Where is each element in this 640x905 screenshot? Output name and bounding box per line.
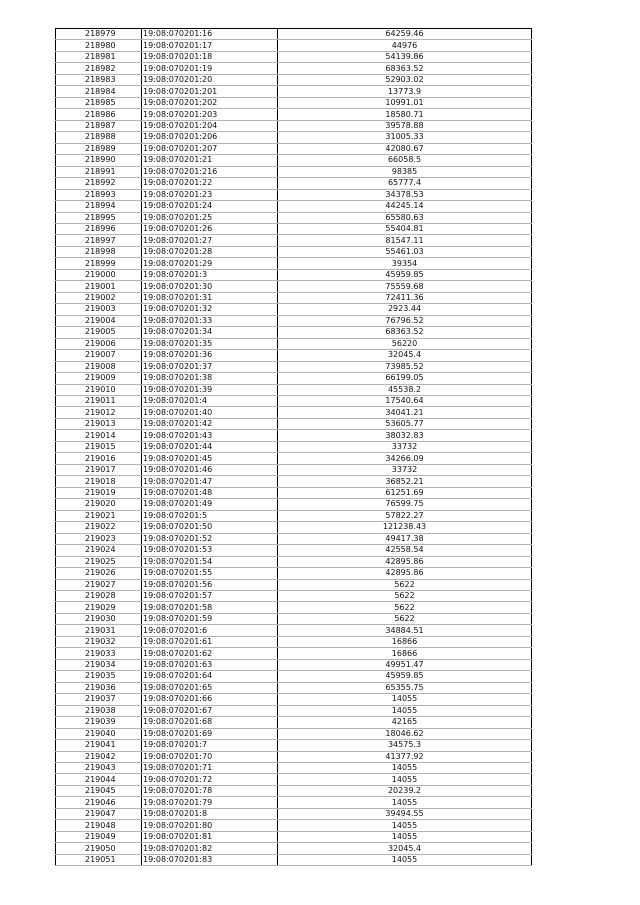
cadastral-number-cell: 19:08:070201:20	[142, 74, 278, 85]
row-id-cell: 219000	[56, 269, 142, 280]
cadastral-number-cell: 19:08:070201:55	[142, 568, 278, 579]
row-id-cell: 219051	[56, 854, 142, 865]
value-cell: 13773.9	[278, 86, 532, 97]
value-cell: 14055	[278, 797, 532, 808]
value-cell: 32045.4	[278, 350, 532, 361]
row-id-cell: 219006	[56, 338, 142, 349]
value-cell: 42165	[278, 717, 532, 728]
table-row	[56, 373, 532, 384]
cadastral-number-cell: 19:08:070201:57	[142, 590, 278, 601]
table-row	[56, 201, 532, 212]
cadastral-number-cell: 19:08:070201:43	[142, 430, 278, 441]
table-row	[56, 648, 532, 659]
row-id-cell: 219045	[56, 785, 142, 796]
cadastral-number-cell: 19:08:070201:28	[142, 246, 278, 257]
table-row	[56, 281, 532, 292]
value-cell: 14055	[278, 763, 532, 774]
row-id-cell: 218982	[56, 63, 142, 74]
cadastral-number-cell: 19:08:070201:201	[142, 86, 278, 97]
table-row	[56, 327, 532, 338]
value-cell: 75559.68	[278, 281, 532, 292]
cadastral-number-cell: 19:08:070201:72	[142, 774, 278, 785]
value-cell: 33732	[278, 464, 532, 475]
row-id-cell: 219041	[56, 740, 142, 751]
value-cell: 14055	[278, 705, 532, 716]
table-row	[56, 763, 532, 774]
value-cell: 34041.21	[278, 407, 532, 418]
value-cell: 5622	[278, 613, 532, 624]
cadastral-number-cell: 19:08:070201:23	[142, 189, 278, 200]
value-cell: 57822.27	[278, 510, 532, 521]
row-id-cell: 219023	[56, 533, 142, 544]
value-cell: 45538.2	[278, 384, 532, 395]
cadastral-number-cell: 19:08:070201:5	[142, 510, 278, 521]
cadastral-number-cell: 19:08:070201:52	[142, 533, 278, 544]
row-id-cell: 219046	[56, 797, 142, 808]
cadastral-number-cell: 19:08:070201:22	[142, 178, 278, 189]
value-cell: 42895.86	[278, 568, 532, 579]
table-row	[56, 120, 532, 131]
cadastral-number-cell: 19:08:070201:44	[142, 441, 278, 452]
value-cell: 39494.55	[278, 808, 532, 819]
cadastral-number-cell: 19:08:070201:50	[142, 522, 278, 533]
cadastral-number-cell: 19:08:070201:16	[142, 29, 278, 40]
table-row	[56, 97, 532, 108]
cadastral-number-cell: 19:08:070201:61	[142, 636, 278, 647]
row-id-cell: 219034	[56, 659, 142, 670]
row-id-cell: 219037	[56, 694, 142, 705]
value-cell: 18046.62	[278, 728, 532, 739]
value-cell: 14055	[278, 820, 532, 831]
row-id-cell: 218991	[56, 166, 142, 177]
value-cell: 44245.14	[278, 201, 532, 212]
table-row	[56, 166, 532, 177]
value-cell: 65580.63	[278, 212, 532, 223]
table-row	[56, 246, 532, 257]
cadastral-number-cell: 19:08:070201:46	[142, 464, 278, 475]
table-row	[56, 682, 532, 693]
row-id-cell: 219022	[56, 522, 142, 533]
cadastral-number-cell: 19:08:070201:65	[142, 682, 278, 693]
cadastral-number-cell: 19:08:070201:3	[142, 269, 278, 280]
cadastral-number-cell: 19:08:070201:79	[142, 797, 278, 808]
value-cell: 16866	[278, 648, 532, 659]
value-cell: 64259.46	[278, 29, 532, 40]
value-cell: 53605.77	[278, 418, 532, 429]
row-id-cell: 219002	[56, 292, 142, 303]
value-cell: 65777.4	[278, 178, 532, 189]
value-cell: 34266.09	[278, 453, 532, 464]
table-row	[56, 453, 532, 464]
row-id-cell: 218997	[56, 235, 142, 246]
row-id-cell: 218993	[56, 189, 142, 200]
value-cell: 5622	[278, 602, 532, 613]
table-row	[56, 522, 532, 533]
row-id-cell: 218983	[56, 74, 142, 85]
row-id-cell: 219004	[56, 315, 142, 326]
value-cell: 39578.88	[278, 120, 532, 131]
value-cell: 14055	[278, 831, 532, 842]
row-id-cell: 218996	[56, 223, 142, 234]
cadastral-number-cell: 19:08:070201:27	[142, 235, 278, 246]
row-id-cell: 218984	[56, 86, 142, 97]
table-row	[56, 350, 532, 361]
row-id-cell: 218985	[56, 97, 142, 108]
row-id-cell: 219032	[56, 636, 142, 647]
cadastral-number-cell: 19:08:070201:8	[142, 808, 278, 819]
value-cell: 45959.85	[278, 671, 532, 682]
cadastral-number-cell: 19:08:070201:25	[142, 212, 278, 223]
value-cell: 20239.2	[278, 785, 532, 796]
cadastral-number-cell: 19:08:070201:83	[142, 854, 278, 865]
table-row	[56, 740, 532, 751]
value-cell: 81547.11	[278, 235, 532, 246]
table-row	[56, 212, 532, 223]
row-id-cell: 219014	[56, 430, 142, 441]
value-cell: 14055	[278, 774, 532, 785]
cadastral-number-cell: 19:08:070201:21	[142, 155, 278, 166]
cadastral-number-cell: 19:08:070201:45	[142, 453, 278, 464]
table-row	[56, 51, 532, 62]
row-id-cell: 219008	[56, 361, 142, 372]
row-id-cell: 218989	[56, 143, 142, 154]
table-body	[56, 29, 532, 866]
table-row	[56, 545, 532, 556]
row-id-cell: 219042	[56, 751, 142, 762]
row-id-cell: 219040	[56, 728, 142, 739]
value-cell: 121238.43	[278, 522, 532, 533]
row-id-cell: 219018	[56, 476, 142, 487]
value-cell: 73985.52	[278, 361, 532, 372]
cadastral-number-cell: 19:08:070201:48	[142, 487, 278, 498]
table-row	[56, 510, 532, 521]
row-id-cell: 219030	[56, 613, 142, 624]
value-cell: 66199.05	[278, 373, 532, 384]
table-row	[56, 396, 532, 407]
value-cell: 42558.54	[278, 545, 532, 556]
value-cell: 41377.92	[278, 751, 532, 762]
cadastral-number-cell: 19:08:070201:58	[142, 602, 278, 613]
table-row	[56, 189, 532, 200]
table-row	[56, 223, 532, 234]
value-cell: 55461.03	[278, 246, 532, 257]
table-row	[56, 361, 532, 372]
value-cell: 36852.21	[278, 476, 532, 487]
cadastral-number-cell: 19:08:070201:19	[142, 63, 278, 74]
value-cell: 44976	[278, 40, 532, 51]
cadastral-number-cell: 19:08:070201:62	[142, 648, 278, 659]
row-id-cell: 219036	[56, 682, 142, 693]
value-cell: 31005.33	[278, 132, 532, 143]
cadastral-number-cell: 19:08:070201:40	[142, 407, 278, 418]
table-row	[56, 86, 532, 97]
row-id-cell: 218994	[56, 201, 142, 212]
table-row	[56, 625, 532, 636]
table-row	[56, 705, 532, 716]
cadastral-number-cell: 19:08:070201:47	[142, 476, 278, 487]
table-row	[56, 590, 532, 601]
value-cell: 16866	[278, 636, 532, 647]
row-id-cell: 218995	[56, 212, 142, 223]
table-row	[56, 40, 532, 51]
cadastral-number-cell: 19:08:070201:67	[142, 705, 278, 716]
row-id-cell: 219025	[56, 556, 142, 567]
cadastral-number-cell: 19:08:070201:37	[142, 361, 278, 372]
cadastral-number-cell: 19:08:070201:33	[142, 315, 278, 326]
row-id-cell: 219016	[56, 453, 142, 464]
row-id-cell: 219017	[56, 464, 142, 475]
cadastral-number-cell: 19:08:070201:64	[142, 671, 278, 682]
table-row	[56, 258, 532, 269]
row-id-cell: 219031	[56, 625, 142, 636]
row-id-cell: 219009	[56, 373, 142, 384]
table-row	[56, 556, 532, 567]
cadastral-number-cell: 19:08:070201:63	[142, 659, 278, 670]
row-id-cell: 219048	[56, 820, 142, 831]
cadastral-number-cell: 19:08:070201:216	[142, 166, 278, 177]
value-cell: 2923.44	[278, 304, 532, 315]
row-id-cell: 219044	[56, 774, 142, 785]
value-cell: 45959.85	[278, 269, 532, 280]
cadastral-number-cell: 19:08:070201:35	[142, 338, 278, 349]
value-cell: 42080.67	[278, 143, 532, 154]
value-cell: 10991.01	[278, 97, 532, 108]
row-id-cell: 219028	[56, 590, 142, 601]
table-row	[56, 659, 532, 670]
value-cell: 38032.83	[278, 430, 532, 441]
cadastral-number-cell: 19:08:070201:207	[142, 143, 278, 154]
value-cell: 14055	[278, 694, 532, 705]
table-row	[56, 820, 532, 831]
cadastral-number-cell: 19:08:070201:31	[142, 292, 278, 303]
row-id-cell: 219019	[56, 487, 142, 498]
row-id-cell: 219050	[56, 843, 142, 854]
row-id-cell: 219033	[56, 648, 142, 659]
row-id-cell: 219043	[56, 763, 142, 774]
table-row	[56, 499, 532, 510]
cadastral-number-cell: 19:08:070201:42	[142, 418, 278, 429]
value-cell: 54139.86	[278, 51, 532, 62]
table-row	[56, 636, 532, 647]
value-cell: 32045.4	[278, 843, 532, 854]
value-cell: 61251.69	[278, 487, 532, 498]
cadastral-number-cell: 19:08:070201:26	[142, 223, 278, 234]
table-row	[56, 808, 532, 819]
table-row	[56, 843, 532, 854]
cadastral-number-cell: 19:08:070201:81	[142, 831, 278, 842]
table-row	[56, 384, 532, 395]
row-id-cell: 219024	[56, 545, 142, 556]
cadastral-number-cell: 19:08:070201:7	[142, 740, 278, 751]
cadastral-number-cell: 19:08:070201:36	[142, 350, 278, 361]
row-id-cell: 219039	[56, 717, 142, 728]
cadastral-number-cell: 19:08:070201:54	[142, 556, 278, 567]
cadastral-number-cell: 19:08:070201:4	[142, 396, 278, 407]
cadastral-number-cell: 19:08:070201:69	[142, 728, 278, 739]
cadastral-number-cell: 19:08:070201:78	[142, 785, 278, 796]
table-row	[56, 132, 532, 143]
table-row	[56, 74, 532, 85]
cadastral-number-cell: 19:08:070201:24	[142, 201, 278, 212]
value-cell: 65355.75	[278, 682, 532, 693]
table-row	[56, 338, 532, 349]
cadastral-number-cell: 19:08:070201:32	[142, 304, 278, 315]
row-id-cell: 218992	[56, 178, 142, 189]
table-row	[56, 235, 532, 246]
table-row	[56, 613, 532, 624]
value-cell: 5622	[278, 579, 532, 590]
table-row	[56, 304, 532, 315]
value-cell: 18580.71	[278, 109, 532, 120]
table-row	[56, 430, 532, 441]
row-id-cell: 218981	[56, 51, 142, 62]
row-id-cell: 219011	[56, 396, 142, 407]
row-id-cell: 219038	[56, 705, 142, 716]
cadastral-number-cell: 19:08:070201:82	[142, 843, 278, 854]
value-cell: 98385	[278, 166, 532, 177]
row-id-cell: 219027	[56, 579, 142, 590]
value-cell: 56220	[278, 338, 532, 349]
value-cell: 49951.47	[278, 659, 532, 670]
cadastral-number-cell: 19:08:070201:80	[142, 820, 278, 831]
table-row	[56, 568, 532, 579]
table-row	[56, 143, 532, 154]
value-cell: 5622	[278, 590, 532, 601]
cadastral-number-cell: 19:08:070201:204	[142, 120, 278, 131]
table-row	[56, 109, 532, 120]
cadastral-number-cell: 19:08:070201:18	[142, 51, 278, 62]
table-row	[56, 774, 532, 785]
table-row	[56, 602, 532, 613]
cadastral-number-cell: 19:08:070201:6	[142, 625, 278, 636]
value-cell: 42895.86	[278, 556, 532, 567]
cadastral-number-cell: 19:08:070201:59	[142, 613, 278, 624]
cadastral-number-cell: 19:08:070201:17	[142, 40, 278, 51]
row-id-cell: 219013	[56, 418, 142, 429]
row-id-cell: 218988	[56, 132, 142, 143]
cadastral-number-cell: 19:08:070201:66	[142, 694, 278, 705]
value-cell: 76796.52	[278, 315, 532, 326]
cadastral-number-cell: 19:08:070201:49	[142, 499, 278, 510]
value-cell: 14055	[278, 854, 532, 865]
value-cell: 17540.64	[278, 396, 532, 407]
row-id-cell: 219026	[56, 568, 142, 579]
value-cell: 66058.5	[278, 155, 532, 166]
table-row	[56, 854, 532, 865]
row-id-cell: 219047	[56, 808, 142, 819]
table-row	[56, 785, 532, 796]
value-cell: 33732	[278, 441, 532, 452]
cadastral-number-cell: 19:08:070201:30	[142, 281, 278, 292]
table-row	[56, 269, 532, 280]
table-row	[56, 831, 532, 842]
table-row	[56, 155, 532, 166]
value-cell: 34884.51	[278, 625, 532, 636]
value-cell: 68363.52	[278, 327, 532, 338]
row-id-cell: 218990	[56, 155, 142, 166]
table-row	[56, 29, 532, 40]
value-cell: 68363.52	[278, 63, 532, 74]
cadastral-number-cell: 19:08:070201:53	[142, 545, 278, 556]
cadastral-value-table	[55, 28, 532, 866]
table-row	[56, 464, 532, 475]
table-row	[56, 694, 532, 705]
row-id-cell: 219007	[56, 350, 142, 361]
cadastral-number-cell: 19:08:070201:70	[142, 751, 278, 762]
row-id-cell: 219029	[56, 602, 142, 613]
cadastral-number-cell: 19:08:070201:206	[142, 132, 278, 143]
cadastral-number-cell: 19:08:070201:34	[142, 327, 278, 338]
row-id-cell: 219049	[56, 831, 142, 842]
row-id-cell: 218999	[56, 258, 142, 269]
cadastral-number-cell: 19:08:070201:29	[142, 258, 278, 269]
row-id-cell: 219020	[56, 499, 142, 510]
cadastral-number-cell: 19:08:070201:68	[142, 717, 278, 728]
table-row	[56, 178, 532, 189]
table-row	[56, 418, 532, 429]
cadastral-number-cell: 19:08:070201:38	[142, 373, 278, 384]
row-id-cell: 219021	[56, 510, 142, 521]
value-cell: 52903.02	[278, 74, 532, 85]
row-id-cell: 218998	[56, 246, 142, 257]
table-row	[56, 407, 532, 418]
value-cell: 49417.38	[278, 533, 532, 544]
row-id-cell: 218980	[56, 40, 142, 51]
row-id-cell: 219012	[56, 407, 142, 418]
table-row	[56, 579, 532, 590]
cadastral-number-cell: 19:08:070201:56	[142, 579, 278, 590]
row-id-cell: 219003	[56, 304, 142, 315]
cadastral-number-cell: 19:08:070201:39	[142, 384, 278, 395]
table-row	[56, 751, 532, 762]
value-cell: 34575.3	[278, 740, 532, 751]
table-row	[56, 476, 532, 487]
table-row	[56, 63, 532, 74]
row-id-cell: 218979	[56, 29, 142, 40]
value-cell: 55404.81	[278, 223, 532, 234]
row-id-cell: 218987	[56, 120, 142, 131]
value-cell: 34378.53	[278, 189, 532, 200]
table-row	[56, 533, 532, 544]
cadastral-number-cell: 19:08:070201:203	[142, 109, 278, 120]
table-row	[56, 717, 532, 728]
value-cell: 76599.75	[278, 499, 532, 510]
value-cell: 72411.36	[278, 292, 532, 303]
table-row	[56, 728, 532, 739]
cadastral-number-cell: 19:08:070201:202	[142, 97, 278, 108]
row-id-cell: 219005	[56, 327, 142, 338]
table-row	[56, 487, 532, 498]
cadastral-number-cell: 19:08:070201:71	[142, 763, 278, 774]
table-row	[56, 797, 532, 808]
table-row	[56, 315, 532, 326]
row-id-cell: 219001	[56, 281, 142, 292]
row-id-cell: 219010	[56, 384, 142, 395]
row-id-cell: 219035	[56, 671, 142, 682]
table-row	[56, 441, 532, 452]
value-cell: 39354	[278, 258, 532, 269]
table-row	[56, 671, 532, 682]
row-id-cell: 218986	[56, 109, 142, 120]
row-id-cell: 219015	[56, 441, 142, 452]
table-row	[56, 292, 532, 303]
